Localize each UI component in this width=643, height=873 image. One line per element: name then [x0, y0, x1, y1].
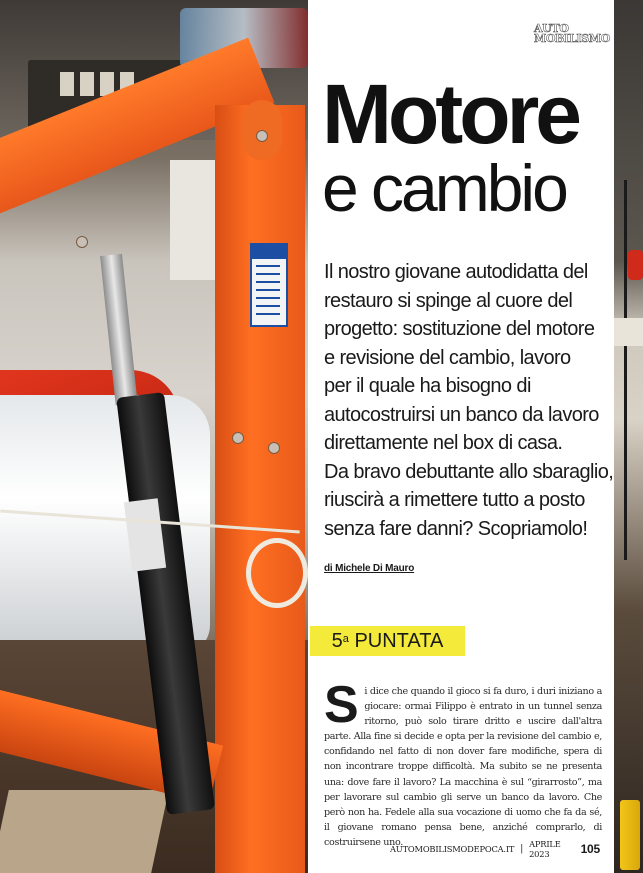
logo-line-1: AUTO: [534, 22, 569, 35]
paper-tag: [614, 318, 643, 346]
bolt-icon: [76, 236, 88, 248]
rating-plate-header: [252, 245, 286, 259]
article-title: Motore: [322, 67, 578, 161]
cable: [624, 180, 627, 560]
article-subtitle: e cambio: [322, 151, 566, 225]
footer-separator: |: [520, 844, 524, 854]
logo-line-2: MOBILISMO: [534, 32, 611, 45]
installment-label: PUNTATA: [354, 629, 444, 652]
bolt-icon: [256, 130, 268, 142]
footer-site: AUTOMOBILISMODEPOCA.IT: [390, 844, 515, 854]
installment-superscript: a: [342, 633, 349, 645]
crane-post: [215, 105, 305, 873]
rope-coil: [246, 538, 308, 608]
adjacent-page-photo: [614, 0, 643, 873]
footer-issue: APRILE 2023: [529, 839, 561, 859]
crane-rating-plate: [250, 243, 288, 327]
red-object: [628, 250, 643, 280]
yellow-can: [620, 800, 640, 870]
article-body-text: i dice che quando il gioco si fa duro, i duri iniziano a giocare: ormai Filippo è entrato in un tunnel senza ritorno, può solo tirare dritto e uscire dall'altra parte. Alla fine si decide e opta per la revisione del cambio e, confidando nel fatto di non dover fare modifiche, spera di non incontrare troppe difficoltà. Ma subito se ne presenta una: dove fare il lavoro? La macchina è sul “girarrosto”, ma per lavorare sul cambio gli serve un banco da lavoro. Che però non ha. Fedele alla sua vocazione di uomo che fa da sé, il giovane romano pensa bene, anziché comprarlo, di costruirsene uno.: [324, 686, 602, 848]
drop-cap: S: [324, 676, 359, 734]
article-body: [324, 676, 602, 850]
page-number: 105: [580, 842, 600, 856]
bolt-icon: [268, 442, 280, 454]
article-photo-engine-crane: [0, 0, 308, 873]
bolt-icon: [232, 432, 244, 444]
article-byline: di Michele Di Mauro: [324, 563, 415, 574]
installment-number: 5: [331, 629, 343, 652]
rating-plate-lines: [256, 265, 280, 319]
magazine-logo: [534, 22, 611, 46]
installment-badge: [310, 626, 465, 656]
page-footer: [390, 841, 600, 857]
article-lead: Il nostro giovane autodidatta del restauro si spinge al cuore del progetto: sostituzione del motore e revisione del cambio, lavoro per il quale ha bisogno di autocostruirsi un banco da lavoro direttamente nel box di casa. Da bravo debuttante allo sbaraglio, riuscirà a rimettere tutto a posto senza fare danni? Scopriamolo!: [324, 261, 614, 540]
wooden-board: [0, 790, 169, 873]
